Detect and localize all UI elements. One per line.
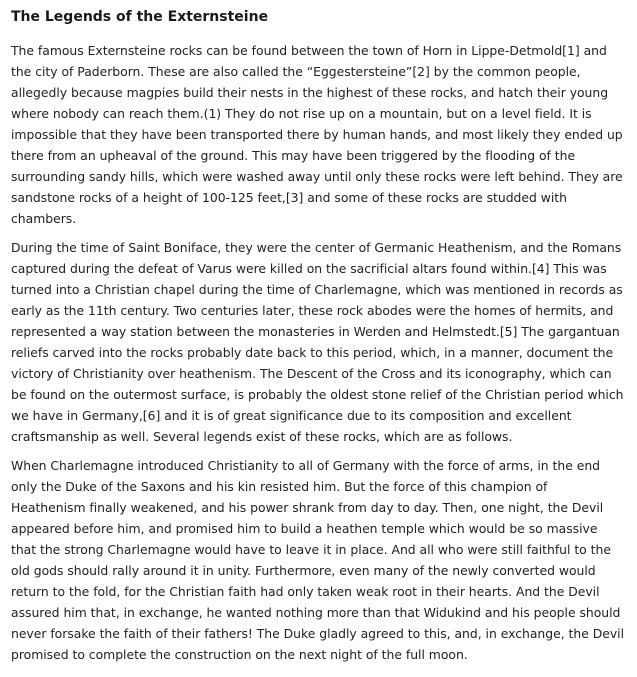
article-paragraph-1: The famous Externsteine rocks can be found between the town of Horn in Lippe-Detmold[1] and the city of Paderborn. These are also called the “Eggestersteine”[2] by the common people, allegedly because magpies build their nests in the highest of these rocks, and hatch their young where nobody can reach them.(1) They do not rise up on a mountain, but on a level field. It is impossible that they have been transported there by human hands, and most likely they ended up there from an upheaval of the ground. This may have been triggered by the flooding of the surrounding sandy hills, which were washed away until only these rocks were left behind. They are sandstone rocks of a height of 100-125 feet,[3] and some of these rocks are studded with chambers.	[11, 43, 623, 226]
article-paragraph-2: During the time of Saint Boniface, they were the center of Germanic Heathenism, and the Romans captured during the defeat of Varus were killed on the sacrificial altars found within.[4] This was turned into a Christian chapel during the time of Charlemagne, which was mentioned in records as early as the 11th century. Two centuries later, these rock abodes were the homes of hermits, and represented a way station between the monasteries in Werden and Helmstedt.[5] The gargantuan reliefs carved into the rocks probably date back to this period, which, in a manner, document the victory of Christianity over heathenism. The Descent of the Cross and its iconography, which can be found on the outermost surface, is probably the oldest stone relief of the Christian period which we have in Germany,[6] and it is of great significance due to its composition and excellent craftsmanship as well. Several legends exist of these rocks, which are as follows.	[11, 240, 624, 444]
article-title: The Legends of the Externsteine	[11, 9, 269, 25]
article-paragraph-3: When Charlemagne introduced Christianity to all of Germany with the force of arms, in the end only the Duke of the Saxons and his kin resisted him. But the force of this champion of Heathenism finally weakened, and his power shrank from day to day. Then, one night, the Devil appeared before him, and promised him to build a heathen temple which would be so massive that the strong Charlemagne would have to leave it in place. And all who were still faithful to the old gods should rally around it in unity. Furthermore, even many of the newly converted would return to the fold, for the Christian faith had only taken weak root in their hearts. And the Devil assured him that, in exchange, he wanted nothing more than that Widukind and his people should never forsake the faith of their fathers! The Duke gladly agreed to this, and, in exchange, the Devil promised to complete the construction on the next night of the full moon.	[11, 458, 625, 662]
